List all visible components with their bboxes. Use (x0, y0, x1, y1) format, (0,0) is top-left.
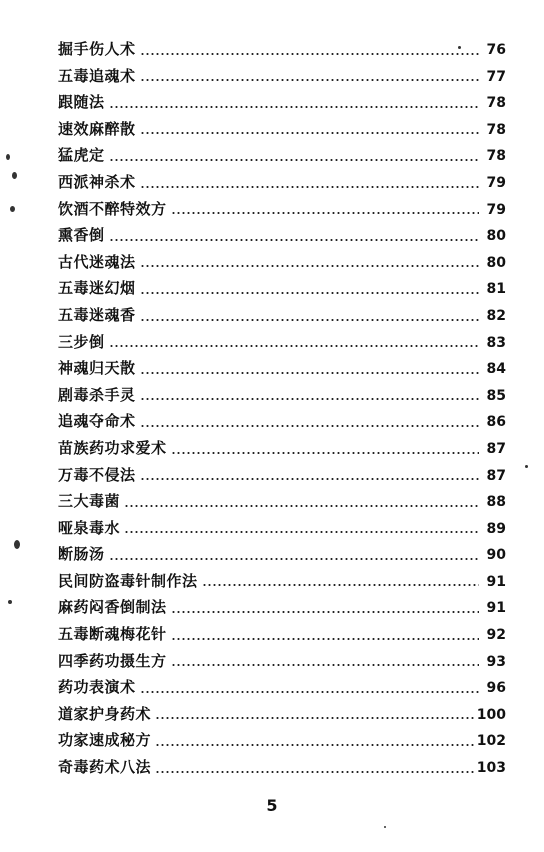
dot-leader (140, 425, 479, 427)
toc-entry (58, 435, 506, 462)
toc-entry-page: 78 (486, 148, 506, 165)
toc-entry (58, 116, 506, 143)
toc-entry (58, 196, 506, 223)
toc-entry-title: 掘手伤人术 (58, 40, 136, 58)
dot-leader (140, 186, 479, 188)
dot-leader (171, 212, 479, 214)
dot-leader (171, 452, 479, 454)
dot-leader (124, 531, 479, 533)
toc-entry-title: 药功表演术 (58, 678, 136, 697)
toc-entry-title: 三步倒 (58, 332, 105, 351)
scan-speck (384, 826, 386, 828)
dot-leader (171, 638, 479, 640)
toc-entry (58, 169, 506, 196)
dot-leader (140, 398, 479, 400)
toc-entry (58, 329, 506, 356)
toc-entry (58, 142, 506, 169)
toc-entry-page: 96 (486, 680, 506, 697)
toc-entry-title: 西派神杀术 (58, 172, 136, 191)
toc-entry-title: 饮酒不醉特效方 (58, 199, 167, 218)
toc-entry (58, 541, 506, 568)
dot-leader (171, 664, 479, 666)
toc-entry-title: 跟随法 (58, 93, 105, 112)
scan-speck (10, 206, 15, 212)
dot-leader (109, 106, 479, 108)
toc-entry-page: 92 (486, 627, 506, 644)
dot-leader (140, 372, 479, 374)
scan-speck (12, 172, 17, 179)
scan-speck (14, 540, 20, 549)
toc-entry-page: 85 (486, 387, 506, 404)
toc-entry-page: 77 (486, 68, 506, 85)
toc-entry (58, 275, 506, 302)
toc-entry-title: 哑泉毒水 (58, 518, 121, 537)
toc-entry-title: 追魂夺命术 (58, 412, 136, 431)
toc-entry-title: 剧毒杀手灵 (58, 385, 136, 404)
toc-entry-page: 87 (486, 467, 506, 484)
dot-leader (140, 478, 479, 480)
toc-entry (58, 568, 506, 595)
toc-entry-title: 四季药功摄生方 (58, 651, 167, 670)
toc-entry-title: 功家速成秘方 (58, 731, 152, 750)
dot-leader (140, 132, 479, 134)
toc-entry-page: 91 (486, 573, 506, 590)
toc-entry (58, 302, 506, 329)
toc-entry-title: 五毒迷魂香 (58, 305, 136, 324)
scan-speck (8, 600, 12, 604)
dot-leader (171, 611, 479, 613)
toc-entry-title: 熏香倒 (58, 226, 105, 245)
dot-leader (109, 345, 479, 347)
toc-entry-page: 100 (476, 706, 506, 723)
toc-entry-page: 89 (486, 520, 506, 537)
toc-entry-page: 80 (486, 228, 506, 245)
toc-entry-title: 古代迷魂法 (58, 252, 136, 271)
toc-entry (58, 89, 506, 116)
toc-entry (58, 594, 506, 621)
scan-speck (6, 154, 10, 160)
toc-entry-page: 79 (486, 201, 506, 218)
toc-entry-page: 91 (486, 600, 506, 617)
table-of-contents (58, 36, 506, 781)
toc-entry (58, 727, 506, 754)
dot-leader (140, 292, 479, 294)
toc-entry-title: 速效麻醉散 (58, 119, 136, 138)
toc-entry-page: 90 (486, 547, 506, 564)
dot-leader (155, 744, 474, 746)
toc-entry (58, 355, 506, 382)
toc-entry-page: 83 (486, 334, 506, 351)
toc-entry-page: 84 (486, 361, 506, 378)
scan-speck (458, 46, 461, 49)
toc-entry-page: 80 (486, 254, 506, 271)
toc-entry-title: 三大毒菌 (58, 492, 121, 511)
toc-entry (58, 462, 506, 489)
dot-leader (124, 505, 479, 507)
toc-entry (58, 36, 506, 63)
toc-entry-page: 78 (486, 121, 506, 138)
toc-entry-page: 76 (486, 42, 506, 58)
toc-entry-title: 苗族药功求爱术 (58, 438, 167, 457)
toc-entry-title: 麻药闷香倒制法 (58, 598, 167, 617)
page-number: 5 (266, 796, 278, 815)
toc-entry-page: 86 (486, 414, 506, 431)
toc-entry (58, 382, 506, 409)
toc-entry-title: 奇毒药术八法 (58, 758, 152, 777)
toc-entry-title: 断肠汤 (58, 545, 105, 564)
toc-entry (58, 249, 506, 276)
toc-entry (58, 674, 506, 701)
toc-entry-page: 103 (476, 760, 506, 777)
toc-entry-title: 猛虎定 (58, 146, 105, 165)
toc-entry (58, 515, 506, 542)
toc-entry-page: 93 (486, 653, 506, 670)
toc-entry (58, 754, 506, 781)
toc-entry-page: 78 (486, 95, 506, 112)
toc-entry-title: 五毒追魂术 (58, 66, 136, 85)
toc-entry-title: 万毒不侵法 (58, 465, 136, 484)
dot-leader (155, 717, 474, 719)
dot-leader (140, 691, 479, 693)
toc-entry (58, 408, 506, 435)
toc-entry-page: 88 (486, 494, 506, 511)
dot-leader (140, 79, 479, 81)
toc-entry-title: 神魂归天散 (58, 359, 136, 378)
toc-entry-page: 102 (476, 733, 506, 750)
toc-entry (58, 488, 506, 515)
toc-entry (58, 701, 506, 728)
scan-speck (525, 465, 528, 468)
toc-entry-title: 道家护身药术 (58, 704, 152, 723)
dot-leader (109, 159, 479, 161)
toc-entry (58, 621, 506, 648)
toc-entry-page: 82 (486, 307, 506, 324)
toc-entry-page: 87 (486, 440, 506, 457)
dot-leader (109, 239, 479, 241)
toc-entry (58, 648, 506, 675)
dot-leader (202, 584, 479, 586)
dot-leader (140, 319, 479, 321)
toc-entry (58, 63, 506, 90)
toc-entry-title: 五毒断魂梅花针 (58, 625, 167, 644)
dot-leader (140, 53, 479, 55)
toc-entry-page: 79 (486, 174, 506, 191)
toc-entry-title: 五毒迷幻烟 (58, 279, 136, 298)
dot-leader (109, 558, 479, 560)
dot-leader (155, 771, 474, 773)
toc-entry (58, 222, 506, 249)
toc-entry-title: 民间防盗毒针制作法 (58, 571, 198, 590)
toc-entry-page: 81 (486, 281, 506, 298)
dot-leader (140, 265, 479, 267)
